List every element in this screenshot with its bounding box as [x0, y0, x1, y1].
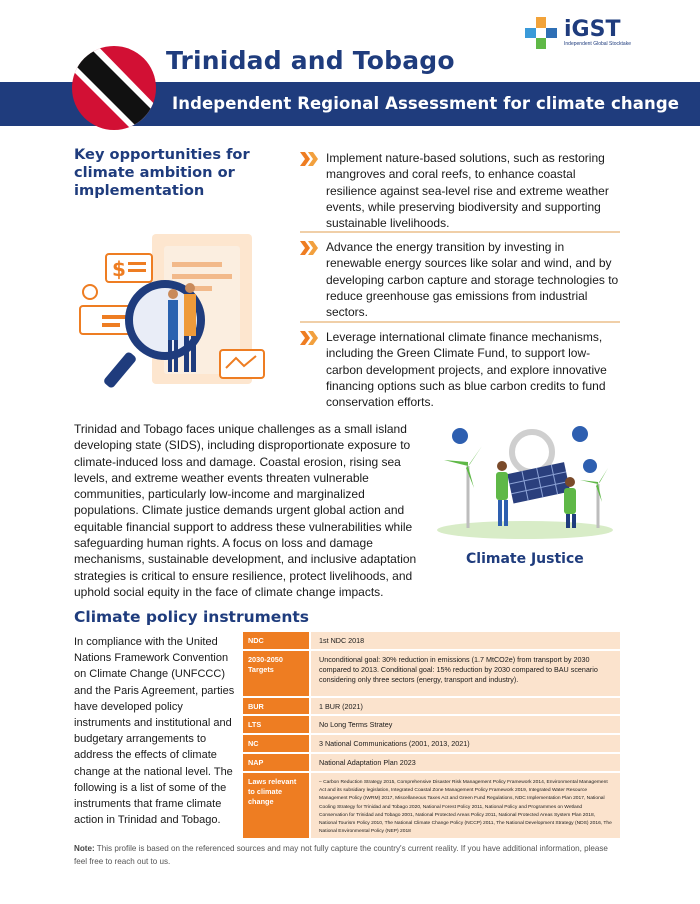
opportunity-text: Advance the energy transition by investing in renewable energy sources like solar and wind, and by developing carbon capture and storage technologies to reduce greenhouse gas emissions from industrial sectors.	[326, 240, 619, 320]
table-row	[243, 735, 620, 752]
divider	[300, 231, 620, 233]
row-value: 1 BUR (2021)	[311, 698, 620, 714]
logo-tagline: Independent Global Stocktake	[564, 40, 631, 47]
row-key: NC	[243, 735, 309, 752]
svg-text:$: $	[112, 257, 126, 281]
divider	[300, 321, 620, 323]
table-row	[243, 632, 620, 649]
climate-justice-label: Climate Justice	[466, 551, 584, 567]
chevron-right-icon	[300, 331, 318, 345]
key-opportunities-heading: Key opportunities for climate ambition or implementation	[74, 146, 250, 199]
table-row	[243, 698, 620, 714]
logo-name: iGST	[564, 16, 621, 42]
table-row	[243, 773, 620, 838]
climate-justice-illustration	[430, 422, 620, 542]
analysis-illustration	[72, 232, 282, 392]
chevron-right-icon	[300, 241, 318, 255]
igst-cross-icon	[524, 16, 558, 50]
row-value: 3 National Communications (2001, 2013, 2021)	[311, 735, 620, 752]
row-value: Unconditional goal: 30% reduction in emissions (1.7 MtCO2e) from transport by 2030 compared to 2013. Conditional goal: 15% reduction by 2030 compared to BAU scenario considering only three sectors (energy, transport and industry).	[311, 651, 620, 696]
country-title: Trinidad and Tobago	[166, 46, 455, 75]
climate-justice-paragraph: Trinidad and Tobago faces unique challenges as a small island developing state (SIDS), including disproportionate exposure to climate-induced loss and damage. Coastal erosion, rising sea levels, and extreme weather events threaten vulnerable communities, particularly low-income and marginalized populations. Climate justice demands urgent global action and equitable financial support to address these vulnerabilities while safeguarding human rights. A focus on loss and damage mechanisms, sustainable development, and inclusive adaptation strategies is critical to ensure resilience, protect livelihoods, and uphold social equity in the face of climate change impacts.	[74, 422, 417, 599]
report-subtitle: Independent Regional Assessment for climate change	[172, 94, 680, 113]
policy-heading: Climate policy instruments	[74, 608, 309, 626]
row-key: NAP	[243, 754, 309, 771]
policy-paragraph: In compliance with the United Nations Framework Convention on Climate Change (UNFCCC) and the Paris Agreement, parties have developed policy instruments and institutional and budgetary arrangements to address the effects of climate change at the national level. The following is a list of some of the instruments that frame climate action in Trinidad and Tobago.	[74, 636, 235, 827]
row-value: – Carbon Reduction Strategy 2015, Comprehensive Disaster Risk Management Policy Framework 2014, Environmental Management Act and its subsidiary legislation, Integrated Coastal Zone Management Policy Framework 2019, Integrated Water Resource Management Policy (IWRM) 2017, Miscellaneous Taxes Act and Green Fund Regulations, NDC Implementation Plan 2017, National Cooling Strategy for Trinidad and Tobago 2020, National Forest Policy 2011, National Policy and Programmes on Wetland Conservation for Trinidad and Tobago 2001, National Protected Areas Policy 2011, National Protected Areas System Plan 2018, National Tourism Policy 2010, The National Climate Change Policy (NCCP) 2011, The National Development Strategy (NDS) 2016, The National Environmental Policy (NEP) 2018	[311, 773, 620, 838]
igst-logo	[524, 14, 674, 52]
chevron-right-icon	[300, 152, 318, 166]
footnote	[74, 842, 622, 868]
opportunity-text: Implement nature-based solutions, such as restoring mangroves and coral reefs, to enhance coastal resilience against sea-level rise and extreme weather events, while preserving biodiversity and supporting sustainable livelihoods.	[326, 151, 609, 231]
row-value: 1st NDC 2018	[311, 632, 620, 649]
row-value: No Long Terms Stratey	[311, 716, 620, 733]
row-key: 2030-2050 Targets	[243, 651, 309, 696]
table-row	[243, 754, 620, 771]
note-label: Note:	[74, 844, 95, 853]
country-flag-icon	[72, 46, 156, 130]
row-key: LTS	[243, 716, 309, 733]
row-key: NDC	[243, 632, 309, 649]
row-key: Laws relevant to climate change	[243, 773, 309, 838]
row-key: BUR	[243, 698, 309, 714]
table-row	[243, 651, 620, 696]
opportunity-text: Leverage international climate finance mechanisms, including the Green Climate Fund, to support low-carbon development projects, and explore innovative financing options such as blue carbon credits to fund conservation efforts.	[326, 330, 607, 410]
row-value: National Adaptation Plan 2023	[311, 754, 620, 771]
note-text: This profile is based on the referenced sources and may not fully capture the country's current reality. If you have additional information, please feel free to reach out to us.	[74, 844, 608, 866]
table-row	[243, 716, 620, 733]
